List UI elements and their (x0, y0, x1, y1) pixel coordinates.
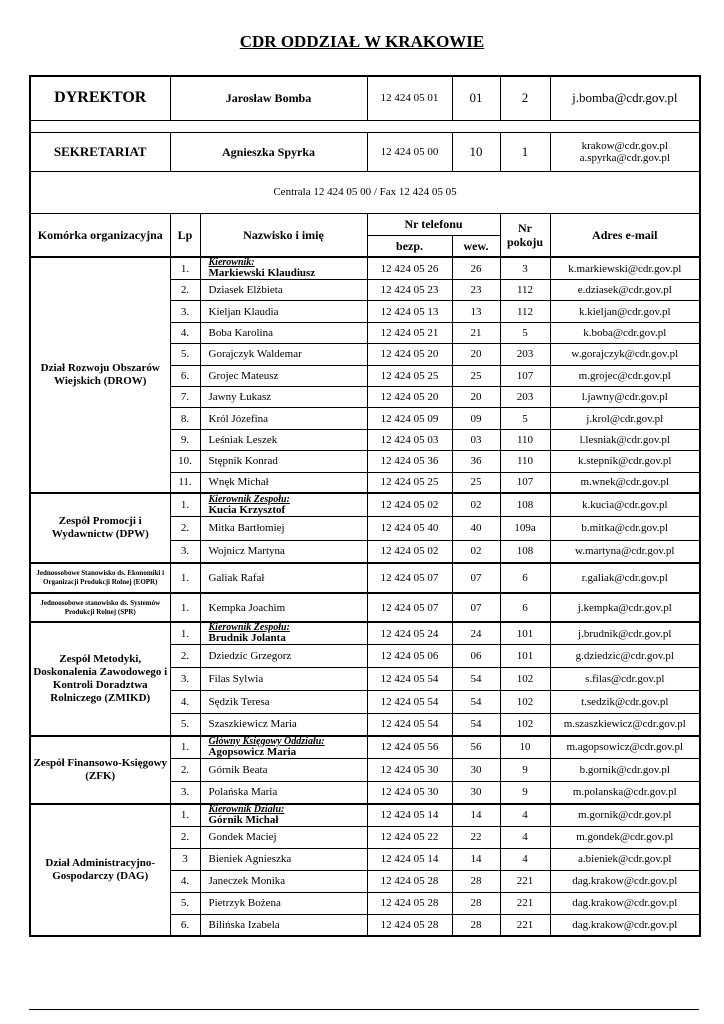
row-email: m.agopsowicz@cdr.gov.pl (550, 736, 700, 759)
row-room: 5 (500, 408, 550, 429)
row-phone: 12 424 05 09 (367, 408, 452, 429)
row-role: Główny Księgowy Oddziału: (208, 735, 325, 747)
row-person: Agopsowicz Maria (208, 745, 297, 758)
row-room: 102 (500, 713, 550, 736)
row-name (200, 668, 367, 691)
header-phone: Nr telefonu (367, 213, 500, 235)
row-room: 109a (500, 517, 550, 540)
row-phone: 12 424 05 21 (367, 322, 452, 343)
row-phone: 12 424 05 06 (367, 645, 452, 668)
row-room: 9 (500, 758, 550, 781)
department-label: Jednoosobowe Stanowisko ds. Ekonomiki i Organizacji Produkcji Rolnej (EOPR) (30, 563, 170, 593)
row-lp: 2. (170, 280, 200, 301)
row-phone: 12 424 05 28 (367, 870, 452, 892)
row-name (200, 736, 367, 759)
row-person: Jawny Łukasz (208, 391, 272, 404)
row-ext: 09 (452, 408, 500, 429)
row-name (200, 804, 367, 827)
director-email: j.bomba@cdr.gov.pl (550, 76, 700, 120)
row-person: Markiewski Klaudiusz (208, 267, 316, 279)
row-name (200, 848, 367, 870)
row-phone: 12 424 05 28 (367, 914, 452, 936)
director-ext: 01 (452, 76, 500, 120)
row-person: Gorajczyk Waldemar (208, 348, 302, 361)
row-email: m.gondek@cdr.gov.pl (550, 826, 700, 848)
row-room: 6 (500, 563, 550, 593)
row-phone: 12 424 05 02 (367, 540, 452, 563)
header-lp: Lp (170, 213, 200, 257)
row-name (200, 408, 367, 429)
row-name (200, 758, 367, 781)
row-ext: 54 (452, 713, 500, 736)
row-name (200, 870, 367, 892)
row-ext: 14 (452, 848, 500, 870)
document-title: CDR ODDZIAŁ W KRAKOWIE (239, 32, 485, 51)
row-email: m.polanska@cdr.gov.pl (550, 781, 700, 804)
row-room: 203 (500, 386, 550, 407)
row-room: 112 (500, 280, 550, 301)
row-person: Kieljan Klaudia (208, 305, 279, 318)
row-lp: 5. (170, 344, 200, 365)
row-ext: 20 (452, 386, 500, 407)
contact-table (29, 75, 701, 937)
row-lp: 11. (170, 472, 200, 493)
row-email: m.wnek@cdr.gov.pl (550, 472, 700, 493)
secretariat-email-1: krakow@cdr.gov.pl (581, 139, 668, 152)
row-email: m.gornik@cdr.gov.pl (550, 804, 700, 827)
row-room: 10 (500, 736, 550, 759)
row-room: 102 (500, 690, 550, 713)
row-name (200, 826, 367, 848)
row-phone: 12 424 05 24 (367, 622, 452, 645)
secretariat-email-2: a.spyrka@cdr.gov.pl (579, 151, 670, 164)
row-name (200, 892, 367, 914)
row-email: r.galiak@cdr.gov.pl (550, 563, 700, 593)
row-role: Kierownik Działu: (208, 803, 285, 815)
row-lp: 10. (170, 451, 200, 472)
row-person: Kucia Krzysztof (208, 503, 286, 516)
row-phone: 12 424 05 07 (367, 563, 452, 593)
row-room: 112 (500, 301, 550, 322)
spacer-row (30, 120, 700, 132)
row-email: dag.krakow@cdr.gov.pl (550, 914, 700, 936)
row-email: j.kempka@cdr.gov.pl (550, 593, 700, 623)
row-ext: 26 (452, 257, 500, 280)
row-role: Kierownik Zespołu: (208, 622, 290, 634)
row-email: j.brudnik@cdr.gov.pl (550, 622, 700, 645)
row-room: 221 (500, 870, 550, 892)
row-ext: 20 (452, 344, 500, 365)
row-person: Leśniak Leszek (208, 433, 278, 446)
footer-line (29, 1009, 699, 1010)
row-email: dag.krakow@cdr.gov.pl (550, 892, 700, 914)
row-ext: 22 (452, 826, 500, 848)
row-ext: 28 (452, 870, 500, 892)
row-person: Król Józefina (208, 412, 269, 425)
central-row (30, 171, 700, 213)
row-phone: 12 424 05 40 (367, 517, 452, 540)
row-lp: 6. (170, 914, 200, 936)
row-role: Kierownik Zespołu: (208, 493, 290, 505)
row-person: Filas Sylwia (208, 673, 264, 686)
row-ext: 07 (452, 593, 500, 623)
row-ext: 40 (452, 517, 500, 540)
secretariat-label: SEKRETARIAT (30, 132, 170, 171)
row-ext: 36 (452, 451, 500, 472)
central-phone: Centrala 12 424 05 00 / Fax 12 424 05 05 (30, 171, 700, 213)
row-person: Stępnik Konrad (208, 455, 278, 468)
header-email: Adres e-mail (550, 213, 700, 257)
row-phone: 12 424 05 03 (367, 429, 452, 450)
row-person: Pietrzyk Bożena (208, 897, 281, 910)
row-room: 101 (500, 622, 550, 645)
row-phone: 12 424 05 25 (367, 365, 452, 386)
row-phone: 12 424 05 20 (367, 344, 452, 365)
table-row (30, 804, 700, 827)
row-role: Kierownik: (208, 257, 255, 268)
row-lp: 6. (170, 365, 200, 386)
row-name (200, 301, 367, 322)
row-person: Sędzik Teresa (208, 695, 270, 708)
row-ext: 23 (452, 280, 500, 301)
director-label: DYREKTOR (30, 76, 170, 120)
row-phone: 12 424 05 14 (367, 848, 452, 870)
row-phone: 12 424 05 54 (367, 713, 452, 736)
row-name (200, 622, 367, 645)
row-email: e.dziasek@cdr.gov.pl (550, 280, 700, 301)
row-phone: 12 424 05 54 (367, 690, 452, 713)
row-room: 221 (500, 914, 550, 936)
row-email: k.kucia@cdr.gov.pl (550, 493, 700, 516)
row-person: Górnik Beata (208, 763, 268, 776)
row-name (200, 781, 367, 804)
row-email: b.mitka@cdr.gov.pl (550, 517, 700, 540)
row-phone: 12 424 05 07 (367, 593, 452, 623)
row-phone: 12 424 05 28 (367, 892, 452, 914)
row-ext: 25 (452, 472, 500, 493)
table-row (30, 257, 700, 280)
row-phone: 12 424 05 23 (367, 280, 452, 301)
row-phone: 12 424 05 54 (367, 668, 452, 691)
row-room: 9 (500, 781, 550, 804)
secretariat-room: 1 (500, 132, 550, 171)
row-lp: 1. (170, 804, 200, 827)
row-person: Szaszkiewicz Maria (208, 718, 297, 731)
row-room: 4 (500, 848, 550, 870)
row-lp: 3 (170, 848, 200, 870)
department-label: Zespół Metodyki, Doskonalenia Zawodowego i Kontroli Doradztwa Rolniczego (ZMIKD) (30, 622, 170, 735)
row-lp: 1. (170, 563, 200, 593)
row-person: Wnęk Michał (208, 476, 269, 489)
department-label: Dział Rozwoju Obszarów Wiejskich (DROW) (30, 257, 170, 493)
row-ext: 28 (452, 892, 500, 914)
row-ext: 25 (452, 365, 500, 386)
row-room: 101 (500, 645, 550, 668)
director-phone: 12 424 05 01 (367, 76, 452, 120)
row-ext: 07 (452, 563, 500, 593)
row-email: s.filas@cdr.gov.pl (550, 668, 700, 691)
row-lp: 2. (170, 826, 200, 848)
row-phone: 12 424 05 30 (367, 781, 452, 804)
header-name: Nazwisko i imię (200, 213, 367, 257)
department-label: Zespół Promocji i Wydawnictw (DPW) (30, 493, 170, 563)
row-room: 107 (500, 472, 550, 493)
header-unit: Komórka organizacyjna (30, 213, 170, 257)
table-row (30, 736, 700, 759)
row-name (200, 645, 367, 668)
row-room: 4 (500, 804, 550, 827)
row-name (200, 563, 367, 593)
header-room: Nr pokoju (500, 213, 550, 257)
row-ext: 06 (452, 645, 500, 668)
director-row (30, 76, 700, 120)
row-ext: 14 (452, 804, 500, 827)
row-person: Boba Karolina (208, 326, 273, 339)
row-lp: 1. (170, 736, 200, 759)
row-phone: 12 424 05 26 (367, 257, 452, 280)
row-name (200, 540, 367, 563)
row-lp: 1. (170, 493, 200, 516)
row-phone: 12 424 05 02 (367, 493, 452, 516)
row-room: 102 (500, 668, 550, 691)
row-name (200, 914, 367, 936)
row-name (200, 344, 367, 365)
row-phone: 12 424 05 30 (367, 758, 452, 781)
row-lp: 1. (170, 622, 200, 645)
row-lp: 4. (170, 870, 200, 892)
row-person: Bilińska Izabela (208, 919, 280, 932)
row-phone: 12 424 05 22 (367, 826, 452, 848)
row-email: k.stepnik@cdr.gov.pl (550, 451, 700, 472)
row-lp: 9. (170, 429, 200, 450)
row-person: Polańska Maria (208, 786, 278, 799)
row-email: b.gornik@cdr.gov.pl (550, 758, 700, 781)
row-lp: 1. (170, 257, 200, 280)
department-label: Jednoosobowe stanowisko ds. Systemów Produkcji Rolnej (SPR) (30, 593, 170, 623)
row-email: j.krol@cdr.gov.pl (550, 408, 700, 429)
row-ext: 03 (452, 429, 500, 450)
table-row (30, 493, 700, 516)
row-person: Wojnicz Martyna (208, 545, 285, 558)
table-row (30, 563, 700, 593)
row-lp: 4. (170, 322, 200, 343)
row-name (200, 322, 367, 343)
row-email: k.boba@cdr.gov.pl (550, 322, 700, 343)
row-lp: 3. (170, 540, 200, 563)
row-name (200, 429, 367, 450)
table-row (30, 593, 700, 623)
row-email: a.bieniek@cdr.gov.pl (550, 848, 700, 870)
row-room: 221 (500, 892, 550, 914)
row-person: Galiak Rafał (208, 572, 265, 585)
department-label: Dział Administracyjno-Gospodarczy (DAG) (30, 804, 170, 937)
row-lp: 7. (170, 386, 200, 407)
row-ext: 30 (452, 781, 500, 804)
row-email: m.szaszkiewicz@cdr.gov.pl (550, 713, 700, 736)
row-email: dag.krakow@cdr.gov.pl (550, 870, 700, 892)
row-name (200, 713, 367, 736)
row-name (200, 690, 367, 713)
row-email: t.sedzik@cdr.gov.pl (550, 690, 700, 713)
row-lp: 2. (170, 758, 200, 781)
row-name (200, 365, 367, 386)
row-ext: 13 (452, 301, 500, 322)
row-lp: 1. (170, 593, 200, 623)
row-room: 108 (500, 493, 550, 516)
header-direct: bezp. (367, 235, 452, 257)
row-email: l.lesniak@cdr.gov.pl (550, 429, 700, 450)
header-row-1 (30, 213, 700, 235)
row-name (200, 257, 367, 280)
table-row (30, 622, 700, 645)
row-email: k.markiewski@cdr.gov.pl (550, 257, 700, 280)
row-lp: 8. (170, 408, 200, 429)
header-ext: wew. (452, 235, 500, 257)
row-ext: 54 (452, 668, 500, 691)
row-lp: 3. (170, 781, 200, 804)
row-email: k.kieljan@cdr.gov.pl (550, 301, 700, 322)
row-name (200, 280, 367, 301)
row-ext: 56 (452, 736, 500, 759)
row-phone: 12 424 05 13 (367, 301, 452, 322)
row-ext: 02 (452, 540, 500, 563)
row-email: g.dziedzic@cdr.gov.pl (550, 645, 700, 668)
row-name (200, 493, 367, 516)
row-lp: 2. (170, 645, 200, 668)
row-ext: 21 (452, 322, 500, 343)
row-phone: 12 424 05 25 (367, 472, 452, 493)
row-room: 110 (500, 429, 550, 450)
row-phone: 12 424 05 20 (367, 386, 452, 407)
row-room: 4 (500, 826, 550, 848)
row-ext: 54 (452, 690, 500, 713)
director-room: 2 (500, 76, 550, 120)
row-name (200, 386, 367, 407)
director-name: Jarosław Bomba (170, 76, 367, 120)
secretariat-name: Agnieszka Spyrka (170, 132, 367, 171)
row-person: Górnik Michał (208, 813, 279, 826)
row-ext: 24 (452, 622, 500, 645)
row-room: 110 (500, 451, 550, 472)
row-ext: 30 (452, 758, 500, 781)
row-room: 203 (500, 344, 550, 365)
row-person: Kempka Joachim (208, 601, 286, 614)
secretariat-ext: 10 (452, 132, 500, 171)
row-room: 6 (500, 593, 550, 623)
row-ext: 02 (452, 493, 500, 516)
row-person: Mitka Bartłomiej (208, 522, 285, 535)
row-email: w.gorajczyk@cdr.gov.pl (550, 344, 700, 365)
row-phone: 12 424 05 36 (367, 451, 452, 472)
row-phone: 12 424 05 14 (367, 804, 452, 827)
row-person: Dziedzic Grzegorz (208, 650, 292, 663)
row-name (200, 451, 367, 472)
row-lp: 5. (170, 892, 200, 914)
row-email: m.grojec@cdr.gov.pl (550, 365, 700, 386)
department-label: Zespół Finansowo-Księgowy (ZFK) (30, 736, 170, 804)
row-name (200, 517, 367, 540)
row-lp: 2. (170, 517, 200, 540)
row-email: w.martyna@cdr.gov.pl (550, 540, 700, 563)
row-person: Brudnik Jolanta (208, 632, 286, 645)
secretariat-emails (550, 132, 700, 171)
secretariat-phone: 12 424 05 00 (367, 132, 452, 171)
row-person: Janeczek Monika (208, 875, 286, 888)
row-room: 108 (500, 540, 550, 563)
secretariat-row (30, 132, 700, 171)
row-lp: 5. (170, 713, 200, 736)
row-person: Bieniek Agnieszka (208, 853, 292, 866)
row-ext: 28 (452, 914, 500, 936)
row-name (200, 472, 367, 493)
row-person: Dziasek Elżbieta (208, 284, 283, 297)
row-room: 3 (500, 257, 550, 280)
row-room: 107 (500, 365, 550, 386)
row-lp: 3. (170, 668, 200, 691)
row-person: Gondek Maciej (208, 831, 277, 844)
row-room: 5 (500, 322, 550, 343)
row-person: Grojec Mateusz (208, 369, 279, 382)
row-name (200, 593, 367, 623)
row-lp: 3. (170, 301, 200, 322)
row-lp: 4. (170, 690, 200, 713)
row-email: l.jawny@cdr.gov.pl (550, 386, 700, 407)
row-phone: 12 424 05 56 (367, 736, 452, 759)
